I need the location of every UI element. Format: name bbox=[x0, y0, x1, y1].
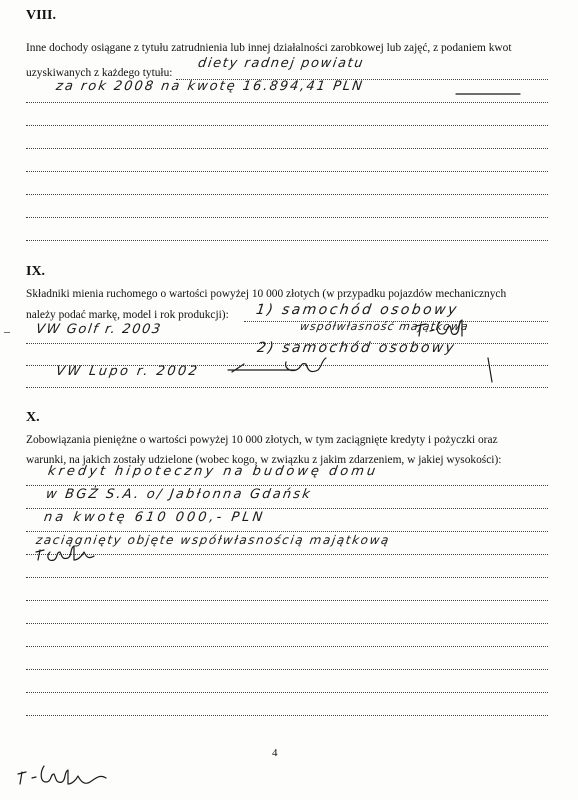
signature bbox=[416, 320, 462, 336]
signature bbox=[228, 358, 326, 372]
handwritten-entry: zaciągnięty objęte współwłasnością majątkową bbox=[35, 533, 391, 547]
section-viii-heading: VIII. bbox=[26, 8, 56, 23]
handwritten-entry: za rok 2008 na kwotę 16.894,41 PLN bbox=[54, 79, 365, 94]
handwritten-entry: 1) samochód osobowy bbox=[254, 302, 460, 318]
handwritten-entry: współwłasność majątkowa bbox=[299, 320, 470, 333]
section-x-prompt-line1: Zobowiązania pieniężne o wartości powyżej 10 000 złotych, w tym zaciągnięte kredyty i pożyczki oraz bbox=[26, 434, 498, 446]
section-viii-prompt-line1: Inne dochody osiągane z tytułu zatrudnienia lub innej działalności zarobkowej lub zajęć, z podaniem kwot bbox=[26, 42, 512, 54]
section-ix-heading: IX. bbox=[26, 264, 46, 279]
handwritten-entry: diety radnej powiatu bbox=[196, 56, 366, 71]
section-ix-prompt-line2: należy podać markę, model i rok produkcji): bbox=[26, 309, 229, 321]
handwritten-entry: kredyt hipoteczny na budowę domu bbox=[46, 464, 380, 479]
handwritten-entry: VW Lupo r. 2002 bbox=[54, 364, 201, 379]
margin-mark: – bbox=[4, 324, 10, 338]
handwritten-entry: VW Golf r. 2003 bbox=[34, 322, 163, 337]
signature bbox=[18, 766, 106, 784]
page-number: 4 bbox=[272, 747, 278, 759]
section-x-prompt-line2: warunki, na jakich zostały udzielone (wobec kogo, w związku z jakim zdarzeniem, w jakiej wysokości): bbox=[26, 454, 502, 466]
handwritten-entry: 2) samochód osobowy bbox=[255, 340, 457, 356]
section-viii-prompt-line2: uzyskiwanych z każdego tytułu: bbox=[26, 67, 173, 79]
pen-stroke bbox=[488, 358, 492, 382]
signature bbox=[36, 546, 94, 560]
section-x-heading: X. bbox=[26, 410, 40, 425]
section-ix-prompt-line1: Składniki mienia ruchomego o wartości powyżej 10 000 złotych (w przypadku pojazdów mechanicznych bbox=[26, 288, 507, 300]
handwritten-entry: na kwotę 610 000,- PLN bbox=[42, 510, 267, 525]
handwritten-entry: w BGŻ S.A. o/ Jabłonna Gdańsk bbox=[44, 487, 314, 502]
